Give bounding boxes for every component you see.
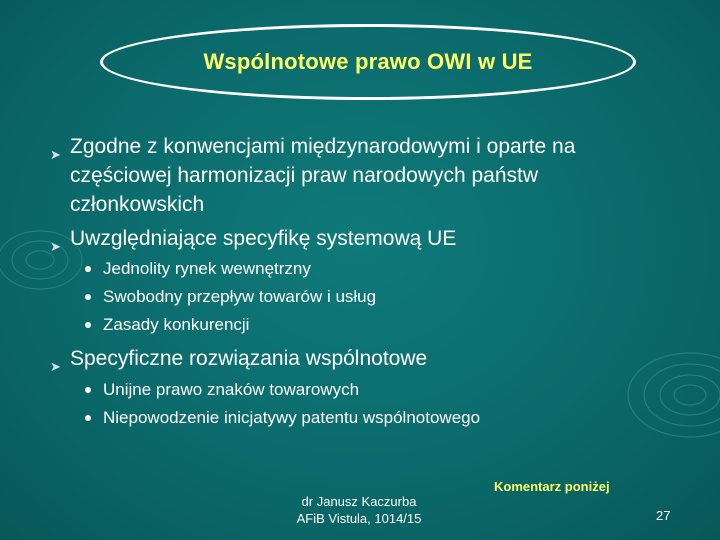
sub-bullet-item [85, 404, 645, 432]
page-title: Wspólnotowe prawo OWI w UE [203, 49, 533, 74]
bullet-text: Specyficzne rozwiązania wspólnotowe [70, 347, 428, 370]
arrow-bullet-icon: ➤ [50, 359, 61, 374]
sub-bullet-item [85, 376, 645, 404]
footer-affiliation: AFiB Vistula, 1014/15 [296, 511, 422, 526]
comment-note: Komentarz poniżej [494, 479, 610, 494]
sub-bullet-item [85, 311, 645, 339]
arrow-bullet-icon: ➤ [50, 147, 61, 162]
footer-author [268, 493, 450, 527]
sub-bullet-item [85, 283, 645, 311]
dot-bullet-icon [85, 387, 91, 393]
dot-bullet-icon [85, 266, 91, 272]
sub-bullet-text: Jednolity rynek wewnętrzny [103, 259, 311, 278]
sub-bullet-text: Niepowodzenie inicjatywy patentu wspólnotowego [103, 408, 481, 427]
sub-bullet-text: Swobodny przepływ towarów i usług [103, 287, 377, 306]
sub-bullet-text: Zasady konkurencji [103, 315, 250, 334]
bullet-text: Zgodne z konwencjami międzynarodowymi i oparte na częściowej harmonizacji praw narodowych państw członkowskich [70, 135, 576, 216]
dot-bullet-icon [85, 322, 91, 328]
bullet-item [50, 344, 670, 373]
arrow-bullet-icon: ➤ [50, 239, 61, 254]
footer-author-name: dr Janusz Kaczurba [301, 494, 417, 509]
sub-bullet-text: Unijne prawo znaków towarowych [103, 380, 360, 399]
bullet-item [50, 132, 670, 219]
bullet-item [50, 224, 670, 253]
title-ellipse [100, 24, 636, 100]
dot-bullet-icon [85, 294, 91, 300]
dot-bullet-icon [85, 415, 91, 421]
page-number: 27 [656, 508, 671, 523]
sub-bullet-item [85, 255, 645, 283]
bullet-text: Uwzględniające specyfikę systemową UE [70, 227, 457, 250]
